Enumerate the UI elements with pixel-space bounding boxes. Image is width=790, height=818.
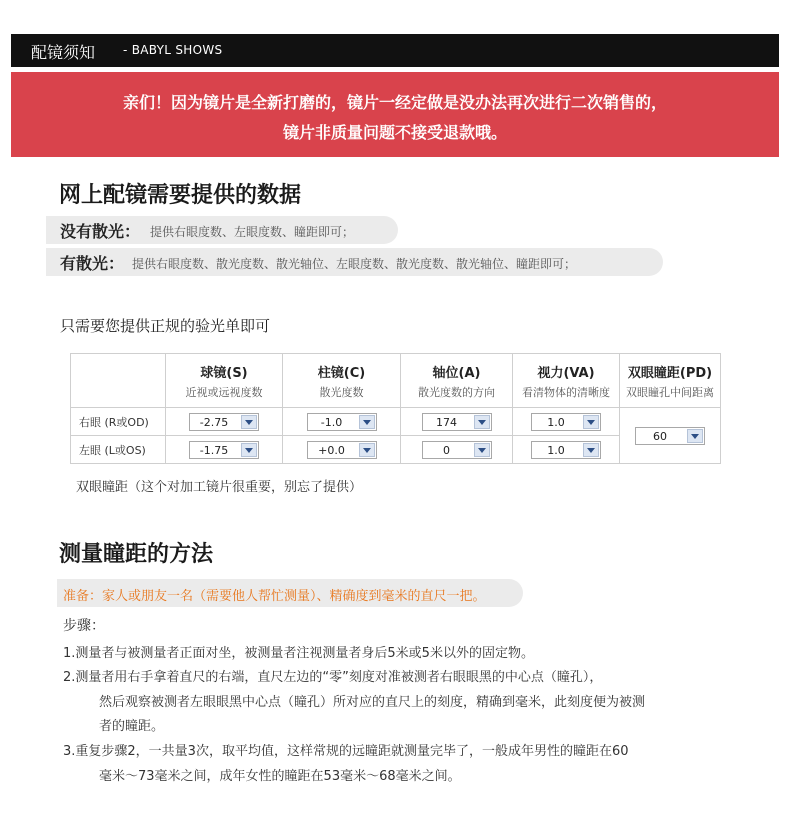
- pd-note: 双眼瞳距（这个对加工镜片很重要，别忘了提供）: [76, 480, 363, 495]
- step-1: 1.测量者与被测量者正面对坐，被测量者注视测量者身后5米或5米以外的固定物。: [63, 646, 534, 661]
- prescription-subtitle: 只需要您提供正规的验光单即可: [60, 317, 271, 335]
- chevron-down-icon: [687, 429, 703, 443]
- header-bar: [11, 34, 779, 67]
- right-axis-select[interactable]: 174: [422, 413, 492, 431]
- section-title-data: 网上配镜需要提供的数据: [59, 183, 302, 208]
- column-header-cylinder: 柱镜(C) 散光度数: [283, 354, 401, 408]
- no-astigmatism-value: 提供右眼度数、左眼度数、瞳距即可；: [150, 225, 355, 239]
- row-label-right: 右眼 (R或OD): [71, 408, 166, 436]
- row-label-left: 左眼 (L或OS): [71, 436, 166, 464]
- notice-banner: [11, 72, 779, 157]
- notice-line-1: 亲们！因为镜片是全新打磨的，镜片一经定做是没办法再次进行二次销售的，: [122, 93, 667, 112]
- table-corner: [71, 354, 166, 408]
- right-va-select[interactable]: 1.0: [531, 413, 601, 431]
- chevron-down-icon: [583, 415, 599, 429]
- no-astigmatism-key: 没有散光：: [60, 222, 141, 241]
- left-axis-select[interactable]: 0: [422, 441, 492, 459]
- chevron-down-icon: [241, 443, 257, 457]
- chevron-down-icon: [241, 415, 257, 429]
- step-2-line-2: 然后观察被测者左眼眼黑中心点（瞳孔）所对应的直尺上的刻度，精确到毫米，此刻度便为被测: [99, 695, 646, 710]
- column-header-pd: 双眼瞳距(PD) 双眼瞳孔中间距离: [620, 354, 721, 408]
- astigmatism-row: [46, 248, 663, 276]
- preparation-banner: [57, 579, 523, 607]
- left-sphere-select[interactable]: -1.75: [189, 441, 259, 459]
- step-2-line-1: 2.测量者用右手拿着直尺的右端，直尺左边的“零”刻度对准被测者右眼眼黑的中心点（瞳孔），: [63, 670, 603, 685]
- pd-select[interactable]: 60: [635, 427, 705, 445]
- chevron-down-icon: [583, 443, 599, 457]
- no-astigmatism-row: [46, 216, 398, 244]
- header-title: 配镜须知: [31, 43, 96, 62]
- left-va-select[interactable]: 1.0: [531, 441, 601, 459]
- header-subtitle: - BABYL SHOWS: [123, 43, 223, 57]
- column-header-sphere: 球镜(S) 近视或远视度数: [166, 354, 283, 408]
- step-3-line-2: 毫米～73毫米之间，成年女性的瞳距在53毫米～68毫米之间。: [99, 769, 461, 784]
- preparation-text: 准备：家人或朋友一名（需要他人帮忙测量）、精确度到毫米的直尺一把。: [63, 589, 486, 604]
- section-title-method: 测量瞳距的方法: [59, 542, 214, 567]
- left-cylinder-select[interactable]: +0.0: [307, 441, 377, 459]
- column-header-va: 视力(VA) 看清物体的清晰度: [513, 354, 620, 408]
- step-3-line-1: 3.重复步骤2，一共量3次，取平均值，这样常规的远瞳距就测量完毕了，一般成年男性的瞳距在60: [63, 744, 629, 759]
- steps-label: 步骤：: [63, 618, 105, 634]
- right-sphere-select[interactable]: -2.75: [189, 413, 259, 431]
- chevron-down-icon: [474, 415, 490, 429]
- step-2-line-3: 者的瞳距。: [99, 719, 165, 734]
- astigmatism-key: 有散光：: [60, 254, 125, 273]
- astigmatism-value: 提供右眼度数、散光度数、散光轴位、左眼度数、散光度数、散光轴位、瞳距即可；: [132, 257, 577, 271]
- chevron-down-icon: [359, 443, 375, 457]
- chevron-down-icon: [359, 415, 375, 429]
- right-cylinder-select[interactable]: -1.0: [307, 413, 377, 431]
- chevron-down-icon: [474, 443, 490, 457]
- notice-line-2: 镜片非质量问题不接受退款哦。: [282, 123, 507, 142]
- prescription-table: [70, 353, 721, 464]
- column-header-axis: 轴位(A) 散光度数的方向: [401, 354, 513, 408]
